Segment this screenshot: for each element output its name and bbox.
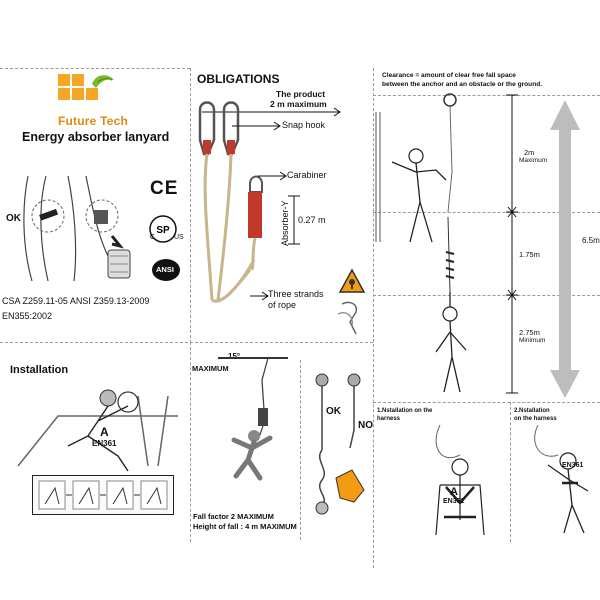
clearance-seg1-value: 2m (524, 148, 535, 157)
hook-detail-icon (336, 300, 366, 340)
snap-hook-arrow-icon (232, 121, 282, 131)
snap-hook-label: Snap hook (282, 120, 326, 130)
connectors-illustration (306, 370, 376, 520)
clearance-note-line-2: between the anchor and an obstacle or the ground. (382, 81, 543, 88)
harness-letter: A (450, 486, 458, 498)
standards-line-1: CSA Z259.11-05 ANSI Z359.13-2009 (2, 296, 150, 306)
obligations-title: OBLIGATIONS (197, 72, 280, 86)
clearance-dimension-line-icon (506, 95, 518, 395)
harness-code: EN361 (443, 498, 465, 505)
divider-top-left (0, 68, 190, 70)
ok-label: OK (6, 213, 21, 224)
carabiner-arrow-icon (258, 171, 288, 181)
brand-name: Future Tech (58, 114, 128, 128)
three-strands-label-1: Three strands (268, 289, 324, 299)
total-height-arrow-icon (550, 100, 580, 400)
csa-mark-c: C (150, 234, 156, 241)
connectors-no-label: NO (358, 420, 373, 431)
standards-line-2: EN355:2002 (2, 311, 53, 321)
clearance-seg3-label: Minimum (519, 337, 546, 344)
absorber-length-label: 0.27 m (298, 215, 326, 225)
carabiner-label: Carabiner (287, 170, 327, 180)
harness-step1-line-1: 1.Nstallation on the (377, 408, 433, 414)
product-title: Energy absorber lanyard (22, 130, 170, 144)
absorber-label: Absorber-Y (280, 200, 290, 246)
harness-back-code: EN361 (562, 462, 584, 469)
clearance-seg3-value: 2.75m (519, 328, 540, 337)
svg-text:SP: SP (156, 225, 170, 236)
product-length-line-1: The product (276, 89, 326, 99)
divider-lower-row (0, 342, 373, 344)
clearance-seg2-value: 1.75m (519, 250, 540, 259)
total-height-label: 6.5m (582, 236, 600, 245)
lanyard-attachment-illustration (8, 176, 138, 286)
fall-height-text: Height of fall : 4 m MAXIMUM (193, 522, 297, 531)
fall-figure-illustration (208, 350, 308, 490)
clearance-note-line-1: Clearance = amount of clear free fall space (382, 72, 516, 79)
installation-standard-letter: A (100, 425, 109, 439)
harness-step2-line-2: on the harness (514, 416, 557, 422)
harness-back-illustration (518, 425, 598, 535)
clearance-seg1-label: Maximum (519, 157, 548, 164)
harness-step2-line-1: 2.Nstallation (514, 408, 550, 414)
ce-mark: CE (150, 178, 179, 199)
divider-harness-row (373, 402, 600, 404)
harness-step1-line-2: harness (377, 416, 401, 422)
fall-angle-label: MAXIMUM (192, 364, 229, 373)
harness-front-illustration (400, 425, 520, 535)
installation-title: Installation (10, 364, 69, 376)
fall-angle: 15° (228, 352, 241, 361)
product-length-line-2: 2 m maximum (270, 99, 327, 109)
ansi-label: ANSI (156, 265, 174, 274)
installation-steps-strip (32, 475, 174, 515)
lanyard-illustration (190, 100, 280, 310)
three-strands-label-2: of rope (268, 300, 297, 310)
clearance-worker-illustration (376, 92, 486, 402)
fall-factor-text: Fall factor 2 MAXIMUM (193, 512, 274, 521)
warning-sign-icon (338, 268, 366, 294)
csa-mark-us: US (174, 234, 184, 241)
three-strands-arrow-icon (250, 291, 270, 301)
connectors-ok-label: OK (326, 406, 341, 417)
future-tech-logo-icon (58, 74, 118, 114)
installation-standard-code: EN361 (92, 439, 117, 448)
